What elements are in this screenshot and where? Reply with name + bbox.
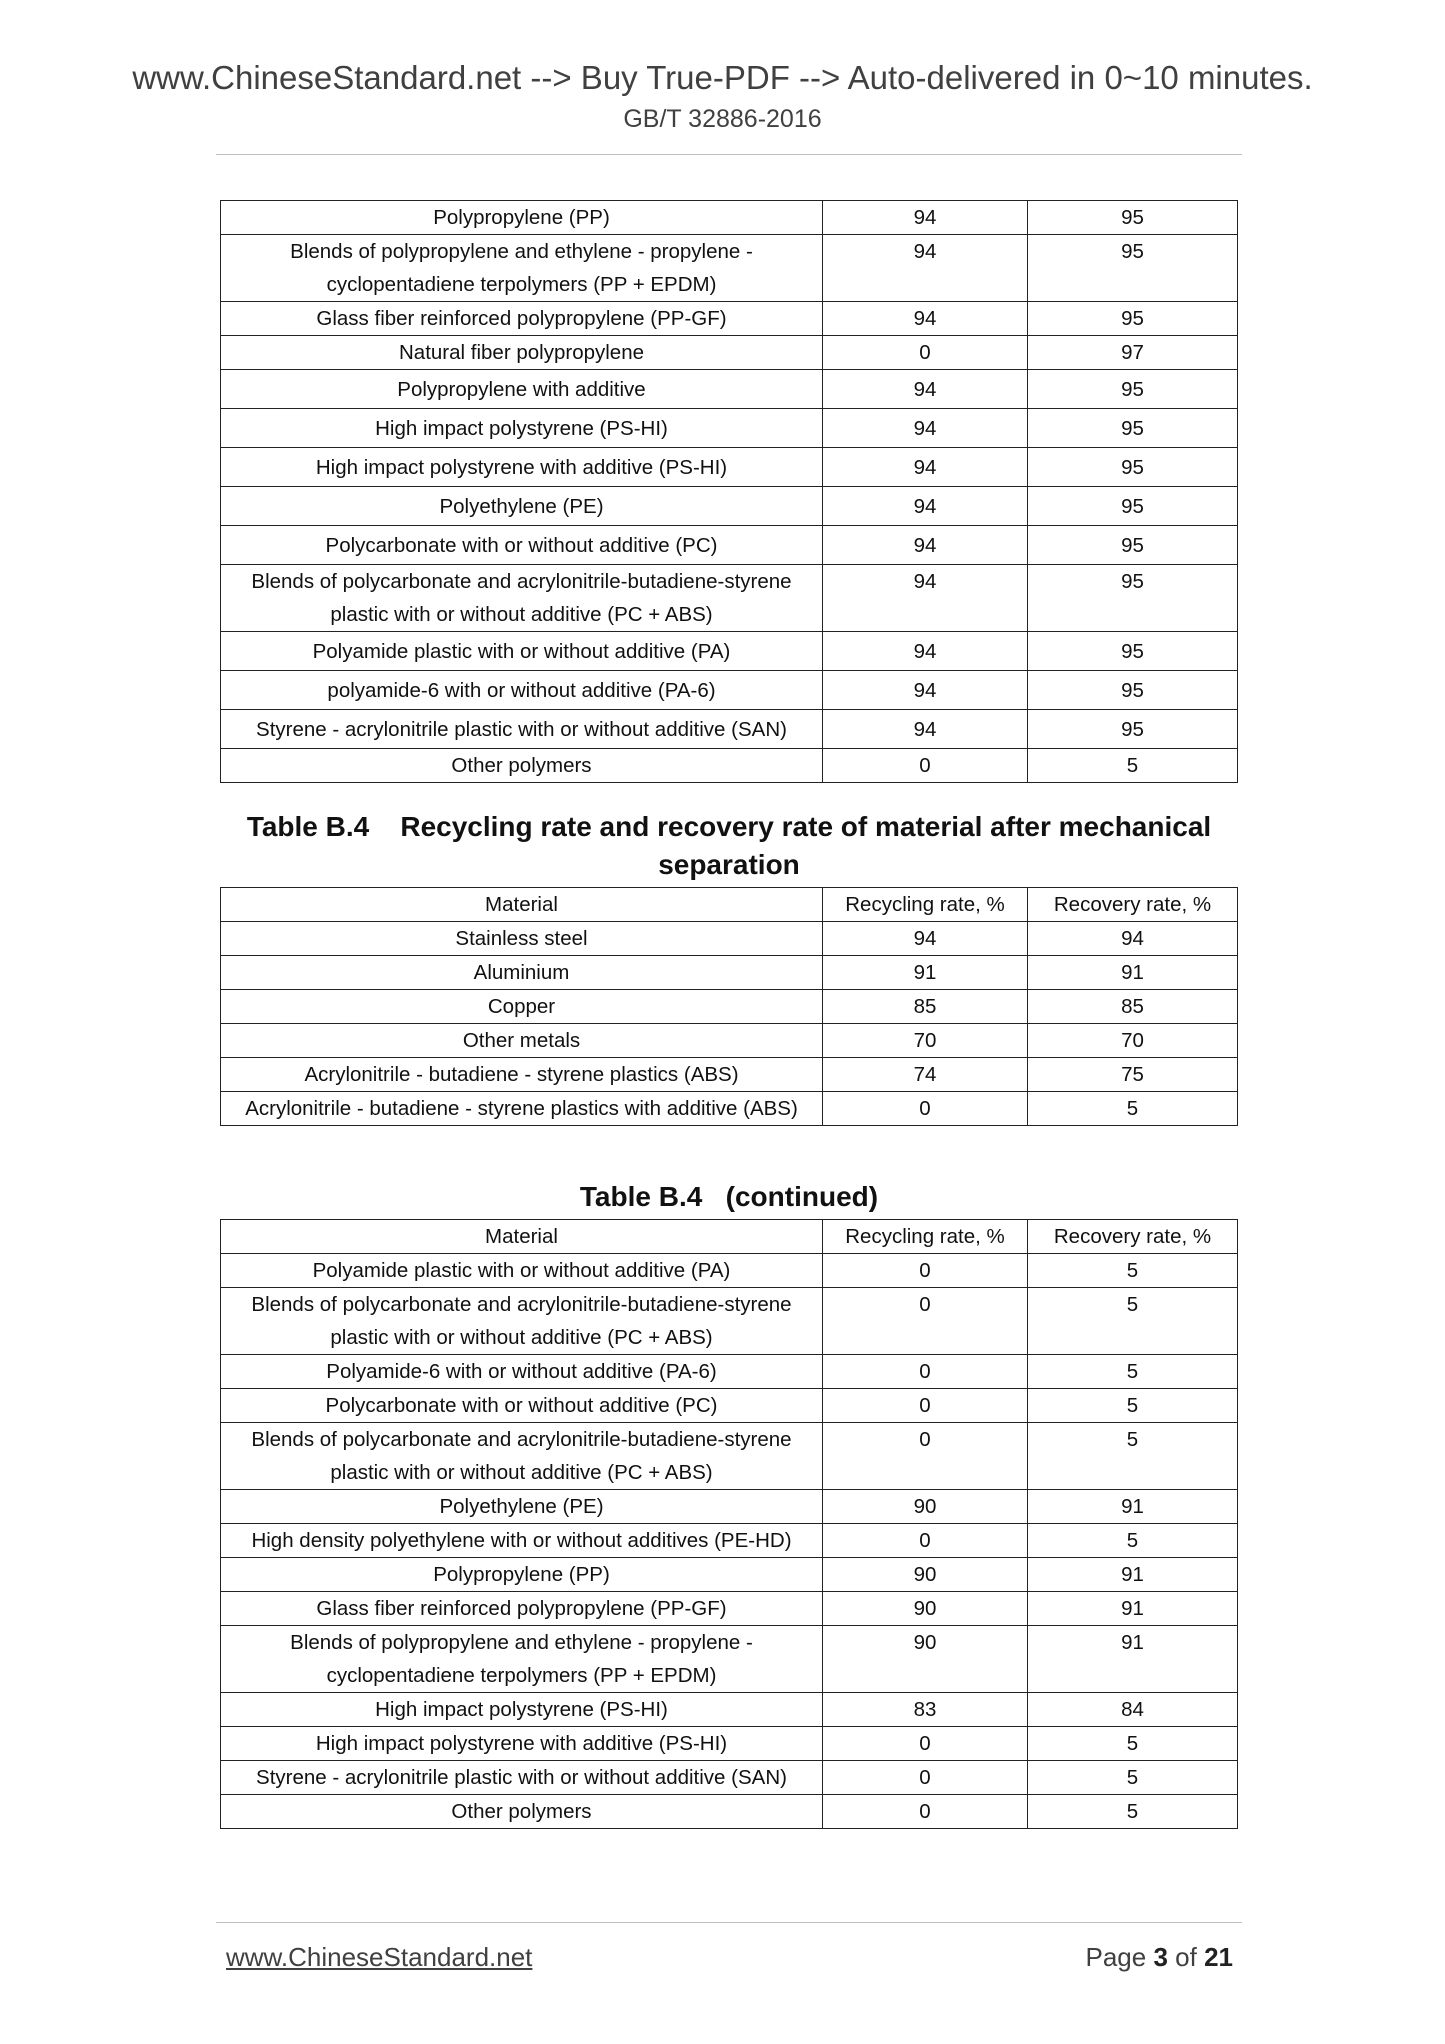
cell-recovery-rate: 5	[1028, 1761, 1238, 1795]
table-b4-title: Recycling rate and recovery rate of material after mechanical separation	[400, 811, 1212, 880]
page-indicator	[1085, 1942, 1233, 1973]
header-material: Material	[221, 1220, 823, 1254]
cell-material: Polypropylene (PP)	[221, 201, 823, 235]
cell-material: Polypropylene (PP)	[221, 1558, 823, 1592]
table-row	[221, 1761, 1238, 1795]
cell-material: Polyethylene (PE)	[221, 1490, 823, 1524]
cell-recovery-rate: 91	[1028, 1558, 1238, 1592]
cell-recovery-rate: 84	[1028, 1693, 1238, 1727]
cell-material: Other polymers	[221, 749, 823, 783]
cell-material: Stainless steel	[221, 922, 823, 956]
cell-material: Blends of polypropylene and ethylene - propylene - cyclopentadiene terpolymers (PP + EPDM)	[221, 1626, 823, 1693]
cell-material: Glass fiber reinforced polypropylene (PP-GF)	[221, 302, 823, 336]
material-rate-table-continued-top	[220, 200, 1238, 783]
cell-recycling-rate: 0	[823, 1288, 1028, 1355]
header-recovery-rate: Recovery rate, %	[1028, 888, 1238, 922]
table-row	[221, 1693, 1238, 1727]
cell-recycling-rate: 70	[823, 1024, 1028, 1058]
cell-recovery-rate: 95	[1028, 526, 1238, 565]
table-row	[221, 1795, 1238, 1829]
table-row	[221, 1355, 1238, 1389]
cell-recycling-rate: 0	[823, 1254, 1028, 1288]
cell-material: Aluminium	[221, 956, 823, 990]
table-row	[221, 336, 1238, 370]
table-row	[221, 956, 1238, 990]
cell-recycling-rate: 94	[823, 565, 1028, 632]
table-b4-continued-caption	[216, 1178, 1242, 1216]
cell-recycling-rate: 90	[823, 1626, 1028, 1693]
table-b4-continued-number: Table B.4	[579, 1181, 703, 1212]
cell-recovery-rate: 85	[1028, 990, 1238, 1024]
cell-material: High impact polystyrene (PS-HI)	[221, 409, 823, 448]
cell-material: Styrene - acrylonitrile plastic with or without additive (SAN)	[221, 710, 823, 749]
cell-recycling-rate: 0	[823, 1092, 1028, 1126]
table-row	[221, 710, 1238, 749]
cell-material: High impact polystyrene with additive (PS-HI)	[221, 1727, 823, 1761]
cell-recovery-rate: 95	[1028, 235, 1238, 302]
cell-recovery-rate: 5	[1028, 1389, 1238, 1423]
page-total: 21	[1204, 1942, 1233, 1972]
table-row	[221, 1254, 1238, 1288]
table-row	[221, 409, 1238, 448]
cell-recovery-rate: 5	[1028, 1288, 1238, 1355]
table-row	[221, 1389, 1238, 1423]
cell-material: High impact polystyrene (PS-HI)	[221, 1693, 823, 1727]
cell-recovery-rate: 5	[1028, 749, 1238, 783]
table-row	[221, 1423, 1238, 1490]
table-row	[221, 487, 1238, 526]
cell-recycling-rate: 0	[823, 1795, 1028, 1829]
table-b4-continued-label: (continued)	[725, 1181, 879, 1212]
cell-material: Polyamide plastic with or without additive (PA)	[221, 632, 823, 671]
header-divider	[216, 154, 1242, 155]
table-b4	[220, 887, 1238, 1126]
cell-recycling-rate: 0	[823, 1761, 1028, 1795]
table-row	[221, 671, 1238, 710]
table-row	[221, 1626, 1238, 1693]
cell-recovery-rate: 95	[1028, 565, 1238, 632]
cell-recovery-rate: 5	[1028, 1254, 1238, 1288]
cell-recycling-rate: 0	[823, 1524, 1028, 1558]
table-row	[221, 990, 1238, 1024]
cell-recycling-rate: 94	[823, 370, 1028, 409]
cell-recovery-rate: 95	[1028, 487, 1238, 526]
cell-recycling-rate: 90	[823, 1490, 1028, 1524]
cell-recycling-rate: 91	[823, 956, 1028, 990]
cell-recycling-rate: 0	[823, 1389, 1028, 1423]
cell-material: Polycarbonate with or without additive (PC)	[221, 1389, 823, 1423]
table-row	[221, 448, 1238, 487]
cell-recycling-rate: 0	[823, 749, 1028, 783]
table-row	[221, 1024, 1238, 1058]
cell-recycling-rate: 94	[823, 632, 1028, 671]
table-row	[221, 749, 1238, 783]
cell-recovery-rate: 95	[1028, 370, 1238, 409]
table-row	[221, 565, 1238, 632]
table-header-row	[221, 888, 1238, 922]
cell-recycling-rate: 0	[823, 1423, 1028, 1490]
cell-recycling-rate: 83	[823, 1693, 1028, 1727]
cell-recycling-rate: 0	[823, 1355, 1028, 1389]
cell-recovery-rate: 95	[1028, 302, 1238, 336]
standard-number: GB/T 32886-2016	[623, 105, 822, 133]
cell-recovery-rate: 91	[1028, 956, 1238, 990]
cell-recycling-rate: 94	[823, 526, 1028, 565]
cell-material: Natural fiber polypropylene	[221, 336, 823, 370]
table-row	[221, 235, 1238, 302]
table-row	[221, 370, 1238, 409]
cell-material: Blends of polypropylene and ethylene - propylene - cyclopentadiene terpolymers (PP + EPDM)	[221, 235, 823, 302]
table-b4-caption	[216, 808, 1242, 884]
cell-material: Copper	[221, 990, 823, 1024]
cell-recovery-rate: 5	[1028, 1524, 1238, 1558]
cell-recycling-rate: 90	[823, 1558, 1028, 1592]
cell-material: Acrylonitrile - butadiene - styrene plastics (ABS)	[221, 1058, 823, 1092]
table-row	[221, 1558, 1238, 1592]
cell-recycling-rate: 94	[823, 235, 1028, 302]
cell-material: Blends of polycarbonate and acrylonitrile-butadiene-styrene plastic with or without additive (PC + ABS)	[221, 1423, 823, 1490]
header-material: Material	[221, 888, 823, 922]
cell-recovery-rate: 91	[1028, 1490, 1238, 1524]
page-prefix: Page	[1085, 1942, 1147, 1972]
cell-recycling-rate: 94	[823, 448, 1028, 487]
cell-recovery-rate: 75	[1028, 1058, 1238, 1092]
cell-material: polyamide-6 with or without additive (PA-6)	[221, 671, 823, 710]
cell-recovery-rate: 5	[1028, 1795, 1238, 1829]
cell-recycling-rate: 0	[823, 336, 1028, 370]
cell-recovery-rate: 94	[1028, 922, 1238, 956]
cell-material: Acrylonitrile - butadiene - styrene plastics with additive (ABS)	[221, 1092, 823, 1126]
header-recovery-rate: Recovery rate, %	[1028, 1220, 1238, 1254]
cell-recycling-rate: 94	[823, 671, 1028, 710]
footer-website-link[interactable]: www.ChineseStandard.net	[226, 1942, 533, 1972]
cell-recycling-rate: 94	[823, 710, 1028, 749]
cell-material: Blends of polycarbonate and acrylonitrile-butadiene-styrene plastic with or without additive (PC + ABS)	[221, 565, 823, 632]
cell-material: Polyamide-6 with or without additive (PA-6)	[221, 1355, 823, 1389]
footer-divider	[216, 1922, 1242, 1923]
cell-material: Other polymers	[221, 1795, 823, 1829]
table-row	[221, 1490, 1238, 1524]
cell-material: Blends of polycarbonate and acrylonitrile-butadiene-styrene plastic with or without additive (PC + ABS)	[221, 1288, 823, 1355]
cell-recycling-rate: 94	[823, 487, 1028, 526]
cell-recovery-rate: 5	[1028, 1355, 1238, 1389]
header-recycling-rate: Recycling rate, %	[823, 1220, 1028, 1254]
cell-recycling-rate: 0	[823, 1727, 1028, 1761]
cell-material: Glass fiber reinforced polypropylene (PP-GF)	[221, 1592, 823, 1626]
table-row	[221, 922, 1238, 956]
cell-recycling-rate: 94	[823, 922, 1028, 956]
cell-recycling-rate: 90	[823, 1592, 1028, 1626]
cell-recycling-rate: 94	[823, 409, 1028, 448]
cell-material: High impact polystyrene with additive (PS-HI)	[221, 448, 823, 487]
cell-material: Polyamide plastic with or without additive (PA)	[221, 1254, 823, 1288]
cell-recovery-rate: 97	[1028, 336, 1238, 370]
cell-recycling-rate: 94	[823, 201, 1028, 235]
table-row	[221, 1058, 1238, 1092]
table-b4-continued	[220, 1219, 1238, 1829]
table-row	[221, 1524, 1238, 1558]
cell-recovery-rate: 95	[1028, 671, 1238, 710]
cell-material: Polycarbonate with or without additive (PC)	[221, 526, 823, 565]
table-row	[221, 1288, 1238, 1355]
table-row	[221, 1592, 1238, 1626]
cell-material: Other metals	[221, 1024, 823, 1058]
cell-recovery-rate: 5	[1028, 1727, 1238, 1761]
cell-recycling-rate: 74	[823, 1058, 1028, 1092]
table-header-row	[221, 1220, 1238, 1254]
cell-recovery-rate: 95	[1028, 710, 1238, 749]
page-current: 3	[1153, 1942, 1168, 1972]
cell-recovery-rate: 95	[1028, 448, 1238, 487]
table-row	[221, 302, 1238, 336]
table-row	[221, 201, 1238, 235]
cell-material: High density polyethylene with or without additives (PE-HD)	[221, 1524, 823, 1558]
cell-recovery-rate: 70	[1028, 1024, 1238, 1058]
table-row	[221, 632, 1238, 671]
table-b4-number: Table B.4	[246, 811, 370, 842]
cell-recovery-rate: 91	[1028, 1592, 1238, 1626]
table-row	[221, 1727, 1238, 1761]
page-of: of	[1175, 1942, 1197, 1972]
cell-recovery-rate: 5	[1028, 1423, 1238, 1490]
table-row	[221, 526, 1238, 565]
table-row	[221, 1092, 1238, 1126]
cell-recycling-rate: 85	[823, 990, 1028, 1024]
cell-recovery-rate: 95	[1028, 201, 1238, 235]
cell-recovery-rate: 95	[1028, 632, 1238, 671]
header-recycling-rate: Recycling rate, %	[823, 888, 1028, 922]
cell-recovery-rate: 91	[1028, 1626, 1238, 1693]
cell-recovery-rate: 95	[1028, 409, 1238, 448]
cell-recovery-rate: 5	[1028, 1092, 1238, 1126]
cell-recycling-rate: 94	[823, 302, 1028, 336]
cell-material: Polyethylene (PE)	[221, 487, 823, 526]
cell-material: Styrene - acrylonitrile plastic with or without additive (SAN)	[221, 1761, 823, 1795]
header-banner-text: www.ChineseStandard.net --> Buy True-PDF --> Auto-delivered in 0~10 minutes.	[132, 59, 1313, 96]
cell-material: Polypropylene with additive	[221, 370, 823, 409]
